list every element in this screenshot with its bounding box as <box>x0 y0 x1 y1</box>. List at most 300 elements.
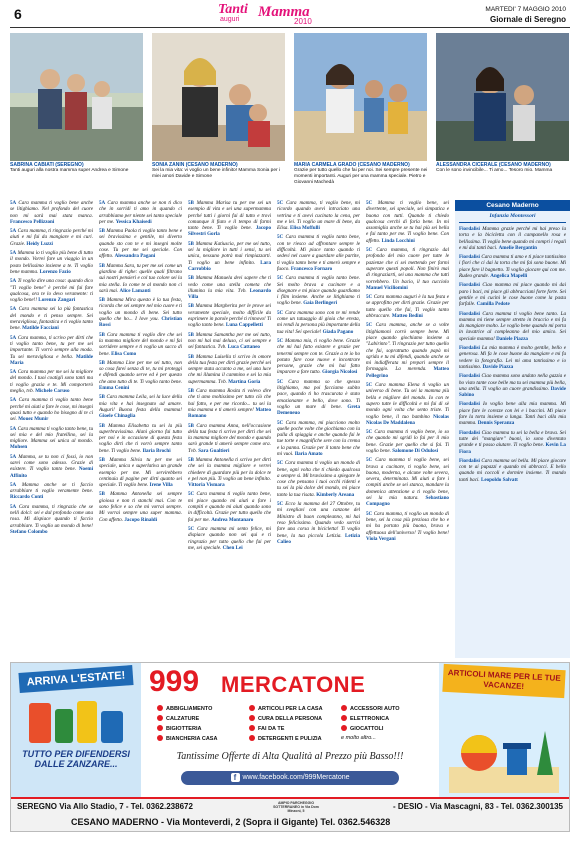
letter-signature: Jacopo Silvestri Gorla <box>188 225 271 238</box>
sidebar-title: Cesano Maderno <box>455 200 570 211</box>
letter <box>10 369 93 394</box>
letter-text: Cara mamma sei la più fantastica del mondo e ti penso sempre. Sei meravigliosa, fantastica e ti voglio tanto bene. <box>10 306 93 332</box>
letter-signature: Salomone Di Odulosi <box>392 447 439 454</box>
letter-text: Mamma Manuela devi sapere che ti vedo come una stella cometa che illumina la mia vita. Tvb. <box>188 275 271 294</box>
letter <box>10 228 93 247</box>
sidebar-letters <box>455 226 570 486</box>
letter-signature: Chen Lei <box>222 544 243 551</box>
category-item: ELETTRONICA <box>341 715 431 724</box>
letter-text: Mamma grazie perché mi hai preso la torta e la bicicletta con il campanello rosa e bellissima. Ti voglio bene quando mi compri i regali e mi dai tanti baci. <box>459 226 566 251</box>
letter-text: La mia mamma è molto gentile, bello e generosa. Mi fa le cose buone da mangiare e mi fa vedere la fotografia. Lei mi ama tantissimo e io tantissimo. <box>459 345 566 370</box>
letter-signature: Elisa Moffulli <box>290 225 320 232</box>
facebook-icon: f <box>231 773 240 782</box>
letter-signature: Michele Caruso <box>35 388 70 395</box>
class-code: Fiordalisi <box>459 429 480 436</box>
letter-signature: Andrea Montanaro <box>211 516 254 523</box>
letter-signature: Alice Lamanti <box>119 287 151 294</box>
category-item: GIOCATTOLI <box>341 725 431 734</box>
class-code: 5C <box>277 200 284 206</box>
letter-signature: Lorenzo Fazio <box>39 268 71 275</box>
class-code: 5C <box>277 501 284 508</box>
ad-beach-panel <box>439 663 569 797</box>
letter-text: Cara mamma sono con te mi rende come un tatuaggio di gioia che eresta, mi rendi la persona più importante della tua vita! Sei speciale! <box>277 309 360 335</box>
letter <box>277 310 360 335</box>
letter <box>99 491 182 522</box>
letter-text: Cara mamma sei bella. Mi piace giocare con te ai pupazzi e quando mi abbracci. E bello quando mi coccoli e dormire insieme. Ti mando tanti baci. <box>459 457 566 483</box>
category-item: DETERGENTI E PULIZIA <box>249 735 339 744</box>
letter <box>188 200 271 238</box>
letter-signature: Linda Locchini <box>381 237 415 244</box>
letter-text: Cara mamma, ti scrivo per dirti che ti voglio tanto bene, tu per me sei importante. Ti vorrò sempre alla moda. Tu sei meravigliosa e bella. <box>10 334 93 360</box>
letter-signature: Irene Villa <box>149 482 173 489</box>
letter-text: Mamma Antonella sei sempre gioiosa e non ti stanchi mai. Con te sono felice e so che mi vorrai sempre. Mi vorrai sempre una super mamma. Con affetto. <box>99 491 182 523</box>
letter-signature: Jacopo Rinaldi <box>124 516 158 523</box>
newspaper-name: Giornale di Seregno <box>489 15 566 24</box>
letter-signature: Kimberly Areana <box>316 491 355 498</box>
class-code: 5C <box>277 460 284 467</box>
category-item: ARTICOLI PER LA CASA <box>249 705 339 714</box>
class-code: 5C <box>188 491 195 498</box>
class-code: 5B <box>99 262 105 269</box>
letter-signature: Sara Gualtieri <box>198 447 230 454</box>
ad-summer-banner: ARRIVA L'ESTATE! <box>18 665 133 693</box>
class-code: 5B <box>99 491 105 498</box>
class-code: 5A <box>10 278 17 285</box>
class-code: 5B <box>188 275 194 282</box>
letter-text: Cara mamma, anche se a volte litighiamoni corrò sempre bene. Mi piace quando giochiamo insieme a "Labirinto". Ti ringrazio per tutto quello che fai, soprattutto quando papà mi sgrida e tu mi difendi, quando anche se mi indiafferata mi prepari sempre il formaggio. La merenda. <box>366 322 449 373</box>
letter <box>99 228 182 259</box>
letter <box>277 338 360 376</box>
letter <box>99 394 182 419</box>
class-code: Fiordalisi <box>459 457 480 464</box>
letter-text: Cara mamma ti voglio un mondo di bene, ogni volta che ti chiedo qualcosa a sempre sì. Mi bravissimo a spiegare le cose che pensano i tuoi occhi ridenti e tu sei la più dolce del mondo, mi piace tanto la tua risata. <box>277 460 360 498</box>
class-code: 5C <box>366 322 373 329</box>
letter-text: Cara mamma Leila, sei la luce della mia vita e hai insegnato ad amare. Auguri! Buona festa della mamma! <box>99 394 182 413</box>
caption-cabiati <box>10 162 145 174</box>
sidebar-letter <box>455 373 570 401</box>
letter-signature: Matteo Pellegrino <box>366 366 449 379</box>
letter-signature: Vittoria Vismara <box>188 482 225 489</box>
class-code: 5C <box>366 247 373 254</box>
letter <box>277 379 360 417</box>
class-code: Fiordalisi <box>459 310 480 317</box>
class-code: 5B <box>188 303 194 310</box>
letter-signature: Christian Rossi <box>99 316 182 329</box>
class-code: 5A <box>10 453 17 460</box>
letter-text: Cara mamma ti voglio bene tanto. La mamma mi tiene sempre stretto in braccio e mi fa da mangiare molto. Le voglio bene quando mi porta in lavatrice al compleanno del mio amico. Sei speciale mamma! <box>459 310 566 342</box>
letter <box>10 482 93 501</box>
photo-cicerale <box>436 33 569 161</box>
letter-text: Cara mamma, ti ringrazio perché mi aiuti e mi fai da mangiare e mi curi. Grazie. <box>10 228 93 247</box>
class-code: 5A <box>10 200 17 206</box>
address-seregno: SEREGNO Via Allo Stadio, 7 - Tel. 0362.238672 <box>17 802 193 811</box>
ad-store-addresses <box>11 797 569 831</box>
class-code: Fiordalisi <box>459 373 480 380</box>
letter <box>99 297 182 328</box>
class-code: 5C <box>366 382 373 389</box>
letter-signature: Francesco Pellizzoni <box>10 218 55 225</box>
caption-text: Con le sono invincibile... Ti amo... Tesoro mio. Mamma <box>436 168 553 173</box>
letter-text: Ecco la mamma del 27 Ottobre, tu mi svegliavi con una canzone del Ministro di buon compleanno, mi hai reso felicissimo. Quando vedo sorrisi fare una corsa in bicicletta! Ti voglio bene, la tua piccola Letizia. <box>277 501 360 539</box>
class-code: Fiordalisi <box>459 254 480 261</box>
letter <box>188 491 271 522</box>
class-code: Fiordalisi <box>459 401 480 408</box>
letter-text: Cara mamma, ti ringrazio dal profondo del mio cuore per tutte le pazienze che ci sei mettendo per farmi superare questi popoli. Non finirò mai di ringraziarti, sei una mamma che tutti vorrebbero. Un bacio, il tuo cucciolo <box>366 247 449 285</box>
class-code: 5C <box>277 419 284 426</box>
class-code: 5B <box>99 422 105 429</box>
class-code: 5C <box>277 275 284 282</box>
class-code: 5B <box>188 388 194 395</box>
letter-text: Mamma io ti voglio più bene di tutto il mondo. Vorrei fare un viaggio in un posto bellissimo insieme a te. Ti voglio bene mamma. <box>10 250 93 275</box>
letter-text: Cara mamma ti voglio tanto bene perché mi aiuti a fare le cose, mi insegni quasi tutto e quando ho bisogno di te ci sei. <box>10 397 93 423</box>
letter-signature: Davide Sabino <box>459 385 566 399</box>
letter-text: Mamma Katiuscia, per me sei tutto, sei la migliore in tutti i sensi, tu sei unica, nessuno potrà mai rimpiazzarti. Ti voglio un bene infinito. <box>188 240 271 266</box>
letter-signature: Kevin La Fiora <box>459 442 566 455</box>
letters-column-4 <box>277 200 360 658</box>
letter-text: Cara mamma Elena ti voglio un universo di bene. Tu sei la mamma più bella e migliore del mondo. Io con te supero tutte le difficoltà e mi fai di sè mondo ogni volta che sento triste. Ti voglio bene, il tuo bambino <box>366 382 449 420</box>
letter-text: Cara mamma Rosita ti volevo dire che ti amo moltissimo per tutto ciò che hai fatto, e per me ricordo... tu sei la mia mamma e ti amerò sempre! <box>188 388 271 413</box>
letter-text: Cara mamma auguri è la tua festa e se approfitto per dirti grazie. Grazie per tutto quello che fai, Ti voglio tanto abbraccare. <box>366 294 449 320</box>
photo-strip <box>10 33 570 195</box>
caption-text: Sei la mia vita: vi voglio un bene infinito! Mamma Sonia per i miei amori Davide e Simone <box>152 168 280 179</box>
letter-signature: Gioele Chinaglia <box>99 413 136 420</box>
letter <box>188 275 271 300</box>
letter-text: Mamma mia, ti voglio bene. Grazie che mi hai fatto esistere e grazie per tenermi sempre con te. Grazie a te io ho potuto fare cose nuove e incontrare persone, grazie che mi hai fatto imparare a fare tutto. <box>277 337 360 376</box>
sidebar-cesano-maderno <box>455 200 570 658</box>
brand-name: MERCATONE <box>221 672 366 697</box>
letter-text: Mamma anche se ti faccio arrabbiare ti voglio veramente bene. <box>10 481 93 495</box>
logo-mamma: Mamma <box>258 4 310 20</box>
class-code: 5A <box>10 481 17 488</box>
letter-signature: Amelie Bergantin <box>498 244 537 251</box>
caption-text: Grazie per tutto quello che fai per noi. Sei sempre presente nei momenti importanti. Auguri per una mamma speciale. Pietro e Giovanni Machedà <box>294 168 428 185</box>
letter <box>10 250 93 275</box>
mercatone-advert <box>10 662 570 832</box>
letter-signature: Mohsen <box>10 444 28 451</box>
letter-signature: Camilla Pedote <box>476 301 510 308</box>
letters-column-2 <box>99 200 182 658</box>
sidebar-letter <box>455 401 570 429</box>
category-item: BIANCHERIA CASA <box>157 735 247 744</box>
letter-signature: Noemi Affinito <box>10 466 93 479</box>
letter <box>188 303 271 328</box>
class-code: 5A <box>10 503 17 510</box>
letter-signature: Francesco Fornaro <box>290 265 333 272</box>
letter-signature: Luca Cattaneo <box>227 344 260 351</box>
letter <box>99 200 182 225</box>
letter <box>188 241 271 272</box>
letter <box>99 263 182 294</box>
category-item: CALZATURE <box>157 715 247 724</box>
mercatone-logo <box>149 667 431 697</box>
class-code: 5A <box>10 250 17 257</box>
letter <box>366 200 449 244</box>
class-code: 5C <box>277 337 284 344</box>
letter-text: Cara mamma ti voglio tanto bene, tu sei mia e del mio fratellino, sei la migliore. Mamma sei unica al mondo. <box>10 425 93 445</box>
letter-signature: Dennis Speranza <box>477 420 515 427</box>
letter-text: Ciao mamma mi piace quando mi dai paro i baci, mi piace gli abbracciani forte forte. Sei gentile e mi cucini le cose buone come la pasta farfalle. <box>459 282 566 308</box>
caption-name: ALESSANDRA CICERALE (CESANO MADERNO) <box>436 162 551 168</box>
letter-text: Cara mamma per me sei la migliore del mondo. I tuoi coatigli sono tanti ma ti voglio grazia e te. Mi comporterò meglio, tvb. <box>10 369 93 395</box>
beach-toys-illustration <box>449 707 559 793</box>
letter-text: Cara mamma ti voglio tanto bene, mi piace quando mi aiuti a fare i compiti e quando mi aiuti quando sono in difficoltà. Grazie per tutto quello che fai per me. <box>188 491 271 523</box>
letter-text: Io voglio bene alla mia mamma. Mi piace fare le corezze con lei e i baccini. Mi piace fare la torta insieme a lunga. Tanti baci alla mia mamma. <box>459 401 566 427</box>
letter <box>10 504 93 535</box>
letter-signature: Emma Cenini <box>99 385 130 392</box>
letter-signature: Daniele Piazza <box>496 335 528 342</box>
letter-signature: Giorgia Nicolosi <box>322 369 358 376</box>
logo-tanti: Tanti <box>218 2 248 17</box>
letter-text: Cara mamma, ti voglio un mondo di bene, sei la cosa più preziosa che ho e mi ha portato più buona, brava e affettuosa dell'universo! Ti voglio bene! <box>366 510 449 536</box>
letter-signature: Matilde Facciani <box>22 325 59 332</box>
letter <box>366 429 449 454</box>
caption-name: SABRINA CABIATI (SEREGNO) <box>10 162 84 168</box>
letter <box>188 388 271 419</box>
caption-grado <box>294 162 429 186</box>
letter-signature: Davide Piazza <box>482 363 514 370</box>
caption-text: Tanti auguri alla nostra mamma super Andrea e Simone <box>10 168 129 173</box>
letter-signature: Matilde Maria <box>10 353 93 366</box>
class-code: 5A <box>99 200 106 206</box>
letter-signature: Matteo Romano <box>188 406 271 420</box>
letter-signature: Mouez Munir <box>18 416 49 423</box>
letter-text: Cara mamma ti voglio bene anche se litighiamo. Nel profondo del cuore non mi sarà mai stata manca. <box>10 200 93 219</box>
letter-text: Cara mamma ti voglio tanto bene, con te riesco ad affrontare sempre le difficoltà. Mi piace tanto quando ti sedevi nel cuore a guardare alle partite, ti voglio tanto bene e ti amerò sempre e fuoco. <box>277 234 360 272</box>
letter-signature: Leonardo Villa <box>188 287 271 301</box>
letter-text: Mamma Marisa tu per me sei un esempio di vita e sei una supermamma perché tutti i giorni fai di tutto e trovi comunque il fiato e il tempo di farmi tanto bene. Ti voglio bene. <box>188 200 271 232</box>
section-logo <box>218 2 338 28</box>
sidebar-subtitle: Infanzia Montessori <box>459 211 566 223</box>
letter-signature: Viola Vergani <box>366 535 396 542</box>
class-code: 5A <box>10 334 17 341</box>
letter-text: Ti voglio dire una cosa: quando dico "Ti voglio bene" è perché mi fai fare qualcosa, ora te lo devo veramente: ti voglio bene!! <box>10 278 93 304</box>
letter-text: Cara mamma ti voglio tanto bene. Sei molto brava a cucinare e a disegnare e mi piace quando guardiamo i film insieme. Anche se litighiamo ti voglio bene. <box>277 275 360 307</box>
category-more: e molto altro... <box>341 735 376 741</box>
ad-beach-banner: ARTICOLI MARE PER LE TUE VACANZE! <box>442 664 565 698</box>
letter <box>10 306 93 331</box>
class-code: 5C <box>366 429 373 436</box>
category-item: ACCESSORI AUTO <box>341 705 431 714</box>
letter-text: Mamma Samantha per me sei tutto, non mi hai mai deluso, ci sei sempre e sei fantastica. Tvb. <box>188 331 271 351</box>
class-code: 5A <box>10 369 17 376</box>
facebook-url: www.facebook.com/999Mercatone <box>242 774 350 781</box>
caption-zanin <box>152 162 287 180</box>
class-code: 5C <box>188 525 195 532</box>
letter <box>366 247 449 291</box>
letter-text: Mamma Sara, tu per me sei come un giardino di righe: quelle quali filtrano sui nostri pensieri e col tuo colore sei la mia stella. Io come te al mondo non ci sarà mai. <box>99 262 182 294</box>
letter <box>99 360 182 391</box>
letter-signature: Martina Goria <box>228 378 261 385</box>
photo-cabiati <box>10 33 143 161</box>
class-code: 5C <box>366 510 373 517</box>
caption-name: SONIA ZANIN (CESANO MADERNO) <box>152 162 238 168</box>
class-code: 5A <box>10 397 17 404</box>
letters-column-5 <box>366 200 449 658</box>
sidebar-letter <box>455 226 570 254</box>
letter-text: Mamma Antonella ti scrivo per dirti che sei la mamma migliore e verrei chiedere di guardare più per la dolce te e pel non più. Ti voglio un bene infinito. <box>188 456 271 482</box>
letter-signature: Giada Pagano <box>322 328 354 335</box>
letter-text: Cara mamma Anna, nell'occasione della tua festa ti scrivo per dirti che sei la mamma migliore del mondo e quando sarò grande ti amerò sempre come ora. Tvb. <box>188 422 271 454</box>
class-code: 5C <box>366 294 373 301</box>
class-code: 5B <box>188 331 194 338</box>
class-code: 5B <box>99 456 105 463</box>
letter-signature: Ilaria Amato <box>294 450 323 457</box>
address-cesano: CESANO MADERNO - Via Monteverdi, 2 (Sopra il Gigante) Tel. 0362.546328 <box>71 817 391 827</box>
letter-signature: Letizia Calieo <box>277 532 360 545</box>
class-code: 5B <box>99 331 105 338</box>
letter-text: Cara mamma ti voglio bene, sei brava a cucinare, ti voglio bene, sei buona, moderna, e alcune volte severa, severa, determinata. Mi aiuti a fare i compiti anche se sei stanca, mandare la domenica attenzione a ti voglio bene, sei la mia natura. <box>366 457 449 502</box>
letter-text: Mamma Luisella ti scrivo in omore della tua festa per dirti grazie perché sei sempre stata accanto a me, sei una luce che mi illumina il cammino e sei la mia supermamma. Tvb. <box>188 353 271 385</box>
sidebar-letter <box>455 282 570 310</box>
letter <box>10 278 93 303</box>
letter-signature: Sebastiano Compagno <box>366 495 449 508</box>
category-item: BIGIOTTERIA <box>157 725 247 734</box>
sidebar-letter <box>455 458 570 486</box>
letter <box>188 423 271 454</box>
letter <box>10 335 93 366</box>
issue-date: MARTEDI' 7 MAGGIO 2010 <box>485 6 566 13</box>
letter-text: Cara mamma mi sento felice, mi dispiace quando non sei qui e ti ringrazio per tutto quello che fai per me, sei speciale. <box>188 525 271 551</box>
ad-summer-slogan: TUTTO PER DIFENDERSI DALLE ZANZARE... <box>22 749 130 769</box>
class-code: 5B <box>188 200 194 206</box>
letter-text: Mamma Mira questo è la tua festa, ricorda che sei sempre nel mio cuore e ti voglio un mondo di bene. Sei tutto quello che ho... I love you. <box>99 297 182 323</box>
letter <box>99 423 182 454</box>
letter-signature: Greta Demeneuo <box>277 403 360 417</box>
class-code: 5B <box>188 240 194 247</box>
letter-signature: Ilaria Brochi <box>142 447 171 454</box>
page-header <box>0 0 580 30</box>
letter-signature: Matteo Bedini <box>391 313 423 320</box>
logo-auguri: auguri <box>220 16 240 23</box>
letter-signature: Manuel Viciliomini <box>366 284 408 291</box>
ad-main-panel <box>141 663 439 797</box>
letter <box>277 275 360 306</box>
letter <box>10 397 93 422</box>
class-code: 5B <box>188 353 194 360</box>
letter-text: Mamma Silvia tu per me sei speciale, unica e superlativa un grande esempio per me. Mi servirebbero centinaia di pagine per dirti quanto sei speciale. Ti voglio bene. <box>99 456 182 489</box>
letter <box>10 200 93 225</box>
letter <box>188 332 271 351</box>
address-desio: - DESIO - Via Mascagni, 83 - Tel. 0362.300135 <box>392 802 563 811</box>
class-code: 5B <box>99 297 105 304</box>
letter <box>10 454 93 479</box>
mosquito-products-illustration <box>25 697 127 747</box>
class-code: 5C <box>277 309 284 316</box>
letters-column-1 <box>10 200 93 658</box>
letter <box>188 354 271 385</box>
letter-signature: Gaia Berlingeri <box>303 300 337 307</box>
class-code: 5B <box>99 394 105 401</box>
letters-column-3 <box>188 200 271 658</box>
class-code: 5C <box>277 378 284 385</box>
brand-number: 999 <box>149 665 200 698</box>
letter <box>366 322 449 379</box>
class-code: 5A <box>10 306 17 313</box>
logo-year: 2010 <box>294 17 312 26</box>
letter <box>188 457 271 488</box>
letter <box>366 457 449 507</box>
letter-signature: Heidy Luzzi <box>26 240 53 247</box>
letter-text: Ciao mamma tu sei la bella e brava. Sei tutte dei "mangiare" buoni, io sono diventato grande e ti posso aiutare. Ti voglio bene. <box>459 429 566 449</box>
category-item: CURA DELLA PERSONA <box>249 715 339 724</box>
letter <box>277 460 360 498</box>
class-code: 5B <box>99 359 105 366</box>
letter-text: Mamma Paola ti voglio tanto bene e sei bravissima e gentile, mi diverto quando sto con te e mi insegni molte cose. Tu per me sei speciale. Con affetto. <box>99 228 182 260</box>
letter-text: Cara mamma so che spesso litighiamo, ma poi facciamo subito pace, quando ti ho trascurata è stato emozionante e bello, dove sono. Ti voglio un mare di bene. <box>277 378 360 410</box>
class-code: 5B <box>188 422 194 429</box>
letter-text: Cara mamma ti amo e ti piace tantissimo i fiori che ci dai la torta che mi fai sono buone. Mi piace fare il bagnetto. Ti voglio giocare qui con me. Rudeo grande. <box>459 254 567 280</box>
class-code: 5A <box>10 425 17 432</box>
ad-summer-panel <box>11 663 141 797</box>
letter-text: Ciao mamma sono andato nella gazzia e ho visto tante cose belle ma tu sei mamma più bella, una stella. Ti voglio un cuore grandissimo. <box>459 373 566 392</box>
letter-text: Cara mamma, mi piacciono molto quelle poche volte che giochiamo con la palla di spiaggia e anche quando fai le tue torte e magnifiche sere con la crema e la panna. Grazie per il tanto bene che mi vuoi. <box>277 419 360 457</box>
letter-signature: Nicolas Nicolas De Maddalena <box>366 413 449 426</box>
letter-signature: Yessica Khaisedi <box>115 218 152 225</box>
class-code: 5C <box>277 234 284 241</box>
sidebar-letter <box>455 311 570 345</box>
letter <box>366 294 449 319</box>
letter-signature: Lorenzo Zangari <box>38 297 76 304</box>
letter-signature: Luna Cappelletti <box>225 322 263 329</box>
letter-signature: Angelica Mapelli <box>490 273 528 280</box>
letter-text: Cara mamma anche se non ti dico che in sorridi ti amo in quando ci arrabbiamo per niente sei tanto speciale per me. <box>99 200 182 225</box>
class-code: 5B <box>99 228 105 235</box>
letter <box>99 457 182 488</box>
letter-signature: Alessandra Pagani <box>114 253 156 260</box>
caption-cicerale <box>436 162 571 174</box>
letter <box>277 200 360 231</box>
letter-signature: Elisa Como <box>111 350 137 357</box>
letter-signature: Lara Carrobbio <box>188 259 271 272</box>
photo-zanin <box>152 33 285 161</box>
letter-signature: Stefano Colombo <box>10 528 48 535</box>
header-rule <box>10 27 570 28</box>
class-code: Fiordalisi <box>459 282 480 289</box>
sidebar-letter <box>455 254 570 282</box>
letter-text: Mamma ti voglio bene, sei divertente, sei speciale, sei simpatica e buona con tutti. Quando ti chiedo qualcosa cerchi di farla bene. In mi assomiglia anche se tu hai più sei bella e fai tanto per me. Ti voglio bene. Con affetto. <box>366 200 449 244</box>
letter <box>366 511 449 542</box>
category-item: ABBIGLIAMENTO <box>157 705 247 714</box>
sidebar-letter <box>455 430 570 458</box>
ad-offer-line: Tantissime Offerte di Alta Qualità al Prezzo più Basso!!! <box>176 751 404 762</box>
class-code: 5A <box>10 228 17 235</box>
caption-name: MARIA CARMELA GRADO (CESANO MADERNO) <box>294 162 410 168</box>
sidebar-letter <box>455 345 570 373</box>
photo-grado <box>294 33 427 161</box>
facebook-link[interactable] <box>181 771 399 785</box>
letter-text: Cara mamma ti voglio bene, io so che quando mi sgridi lo fai per il mio bene. Grazie per quello che si fai. Ti voglio bene. <box>366 429 449 454</box>
letter-text: Cara mamma ti voglio dire che sei la mamma migliore del mondo e mi fai sorridere sempre e ti voglio un sacco di bene. <box>99 331 182 357</box>
category-item: FAI DA TE <box>249 725 339 734</box>
letter-text: Mamma Margherita per le prove sei veramente speciale, molto difficile da esprimere in parole perché ti rinnovo! Ti voglio tanto bene. <box>188 303 271 329</box>
letter <box>366 382 449 426</box>
letter-text: Cara mamma, ti ringrazio che se nelli dolci: sei e dal profondo come una rosa. Mi dispiace quando ti faccio arrabbiare. Ti voglio un mondo di bene! <box>10 503 93 529</box>
letter-text: Mamma, se tu non ci fossi, io non sarei come sono adesso. Grazie di esistere. Ti voglio tanto bene. <box>10 453 93 473</box>
letter-signature: Leopoldo Salvatt <box>480 476 518 483</box>
letter <box>277 234 360 272</box>
class-code: Fiordalisi <box>459 345 480 352</box>
letter <box>99 332 182 357</box>
letter <box>277 420 360 458</box>
class-code: Fiordalisi <box>459 226 480 232</box>
parking-note: AMPIO PARCHEGGIO SOTTERRANEO in Via Dom Minzoni, 5 <box>273 801 319 813</box>
class-code: 5C <box>366 457 373 464</box>
page-number: 6 <box>14 6 22 22</box>
class-code: 5C <box>366 200 373 206</box>
letter <box>10 426 93 451</box>
letter-text: Cara mamma, ti voglio bene, mi ricordo quando avevi intraciato una vetrina e ti avevi cucinato la cena, per me e lei. Ti voglio un mare di bene, da Elisa. <box>277 200 360 232</box>
class-code: 5B <box>188 456 194 463</box>
